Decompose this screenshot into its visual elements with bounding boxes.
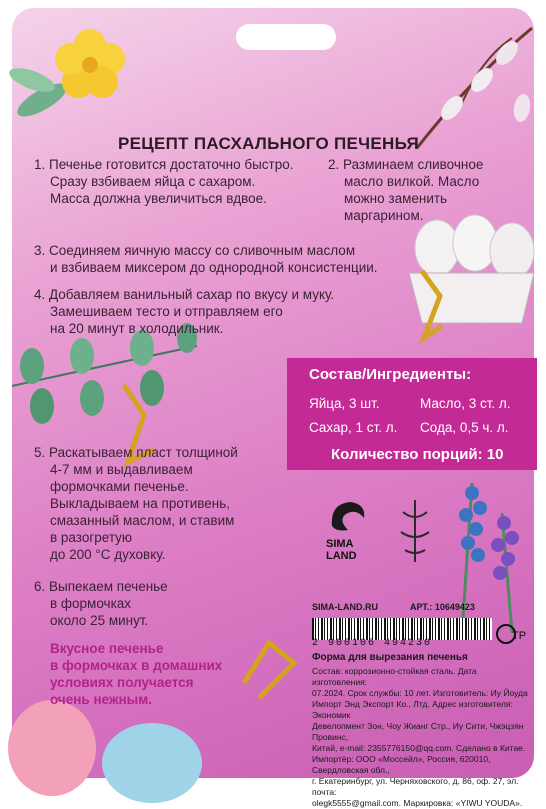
eac-mark-icon [496, 622, 527, 646]
ingredients-box [287, 358, 537, 470]
ingredient-eggs: Яйца, 3 шт. [309, 396, 380, 411]
cookie-cutter-icon [234, 623, 304, 703]
sima-land-logo-icon [326, 496, 370, 536]
ingredients-header: Состав/Ингредиенты: [309, 366, 472, 383]
ingredient-butter: Масло, 3 ст. л. [420, 396, 511, 411]
packaging-card [12, 8, 534, 808]
ingredient-sugar: Сахар, 1 ст. л. [309, 420, 398, 435]
product-name: Форма для вырезания печенья [312, 652, 468, 663]
willow-branch-icon [412, 8, 534, 158]
site-url: SIMA-LAND.RU [312, 602, 378, 612]
brand-name: SIMA LAND [326, 538, 357, 562]
step-5: 5. Раскатываем пласт толщиной 4-7 мм и выдавливаем формочками печенье. Выкладываем на противень, смазанный маслом, и ставим в разогретую до 200 °С духовку. [34, 445, 238, 562]
article-number: АРТ.: 10649423 [410, 602, 475, 612]
ingredient-soda: Сода, 0,5 ч. л. [420, 420, 509, 435]
product-details: Состав: коррозионно-стойкая сталь. Дата изготовления: 07.2024. Срок службы: 10 лет. Изготовитель: Иу Йоуда Импорт Энд Экспорт Ко., Лтд. Адрес изготовителя: Экономик Девелопмент Зон, Чоу Жианг Стр., Иу Сити, Чжэцзян Провинс, Китай, e-mail: 2355776150@qq.com. Сделано в Китае. Импортёр: ООО «Моссейл», Россия, 620010, Свердловская обл., г. Екатеринбург, ул. Черняховского, д. 86, оф. 27, эл. почта: olegk5555@gmail.com. Маркировка: «YIWU YOUDA». [312, 666, 528, 808]
step-1: 1. Печенье готовится достаточно быстро. Сразу взбиваем яйца с сахаром. Масса должна увеличиться вдвое. [34, 157, 294, 206]
barcode-number: 2 900106 494230 [312, 638, 433, 649]
svg-text:TP: TP [512, 630, 527, 642]
ornament-icon [395, 498, 435, 564]
step-4: 4. Добавляем ванильный сахар по вкусу и муку. Замешиваем тесто и отправляем его на 20 минут в холодильник. [34, 287, 335, 336]
step-3: 3. Соединяем яичную массу со сливочным маслом и взбиваем миксером до однородной консистенции. [34, 243, 378, 275]
closing-note: Вкусное печенье в формочках в домашних условиях получается очень нежным. [50, 641, 223, 707]
recipe-title: РЕЦЕПТ ПАСХАЛЬНОГО ПЕЧЕНЬЯ [118, 134, 419, 153]
hang-hole [236, 24, 336, 50]
step-6: 6. Выпекаем печенье в формочках около 25 минут. [34, 579, 168, 628]
yellow-flower-icon [12, 20, 132, 130]
step-2: 2. Разминаем сливочное масло вилкой. Масло можно заменить маргарином. [328, 157, 484, 223]
leaf-branch-icon [12, 326, 202, 436]
cookie-cutter-icon [412, 266, 452, 346]
barcode [312, 618, 492, 640]
portions-count: Количество порций: 10 [331, 446, 504, 463]
